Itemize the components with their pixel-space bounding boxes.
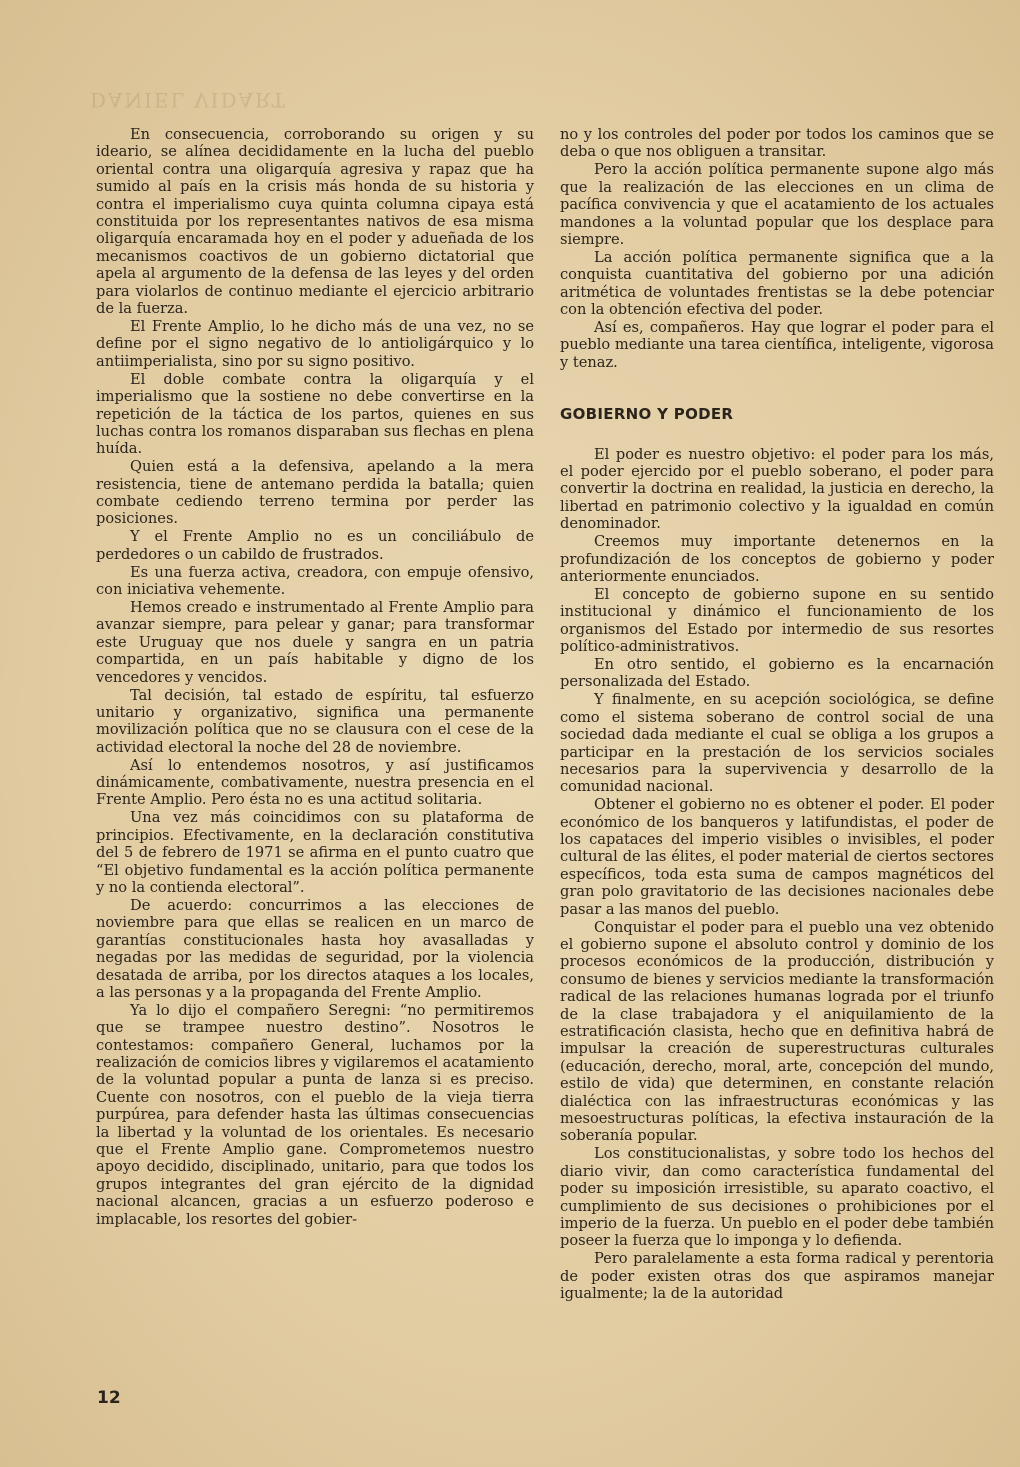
paragraph: El concepto de gobierno supone en su sentido institucional y dinámico el funcionamiento de los organismos del Estado por intermedio de sus resortes político-administrativos.: [560, 585, 994, 656]
paragraph: El poder es nuestro objetivo: el poder para los más, el poder ejercido por el pueblo soberano, el poder para convertir la doctrina en realidad, la justicia en derecho, la libertad en patrimonio colectivo y la igualdad en común denominador.: [560, 445, 994, 533]
paragraph: Así es, compañeros. Hay que lograr el poder para el pueblo mediante una tarea científica, inteligente, vigorosa y tenaz.: [560, 318, 994, 371]
bleed-through-header: DANIEL VIDART: [90, 88, 287, 112]
paragraph: Y el Frente Amplio no es un conciliábulo de perdedores o un cabildo de frustrados.: [96, 528, 534, 563]
paragraph: Obtener el gobierno no es obtener el poder. El poder económico de los banqueros y latifundistas, el poder de los capataces del imperio visibles o invisibles, el poder cultural de las élites, el poder material de ciertos sectores específicos, toda esta suma de campos magnéticos del gran polo gravitatorio de las decisiones nacionales debe pasar a las manos del pueblo.: [560, 796, 994, 918]
paragraph: Ya lo dijo el compañero Seregni: “no permitiremos que se trampee nuestro destino”. Nosotros le contestamos: compañero General, luchamos por la realización de comicios libres y vigilaremos el acatamiento de la voluntad popular a punta de lanza si es preciso. Cuente con nosotros, con el pueblo de la vieja tierra purpúrea, para defender hasta las últimas consecuencias la libertad y la voluntad de los orientales. Es necesario que el Frente Amplio gane. Comprometemos nuestro apoyo decidido, disciplinado, unitario, para que todos los grupos integrantes del gran ejército de la dignidad nacional alcancen, gracias a un esfuerzo poderoso e implacable, los resortes del gobier-: [96, 1001, 534, 1228]
paragraph: Así lo entendemos nosotros, y así justificamos dinámicamente, combativamente, nuestra presencia en el Frente Amplio. Pero ésta no es una actitud solitaria.: [96, 756, 534, 809]
paragraph: Hemos creado e instrumentado al Frente Amplio para avanzar siempre, para pelear y ganar; para transformar este Uruguay que nos duele y sangra en un patria compartida, en un país habitable y digno de los vencedores y vencidos.: [96, 598, 534, 686]
page-number: 12: [97, 1388, 121, 1408]
paragraph: En otro sentido, el gobierno es la encarnación personalizada del Estado.: [560, 655, 994, 691]
left-column: [96, 126, 534, 1229]
paragraph: Una vez más coincidimos con su plataforma de principios. Efectivamente, en la declaración constitutiva del 5 de febrero de 1971 se afirma en el punto cuatro que “El objetivo fundamental es la acción política permanente y no la contienda electoral”.: [96, 809, 534, 896]
paragraph: En consecuencia, corroborando su origen y su ideario, se alínea decididamente en la lucha del pueblo oriental contra una oligarquía agresiva y rapaz que ha sumido al país en la crisis más honda de su historia y contra el imperialismo cuya quinta columna cipaya está constituida por los representantes nativos de esa misma oligarquía encaramada hoy en el poder y adueñada de los mecanismos coactivos de un gobierno dictatorial que apela al argumento de la defensa de las leyes y del orden para violarlos de continuo mediante el ejercicio arbitrario de la fuerza.: [96, 126, 534, 318]
paragraph: Conquistar el poder para el pueblo una vez obtenido el gobierno supone el absoluto control y dominio de los procesos económicos de la producción, distribución y consumo de bienes y servicios mediante la transformación radical de las relaciones humanas lograda por el triunfo de la clase trabajadora y el aniquilamiento de la estratificación clasista, hecho que en definitiva habrá de impulsar la creación de superestructuras culturales (educación, derecho, moral, arte, concepción del mundo, estilo de vida) que determinen, en constante relación dialéctica con las infraestructuras económicas y las mesoestructuras políticas, la efectiva instauración de la soberanía popular.: [560, 918, 994, 1145]
paragraph: Tal decisión, tal estado de espíritu, tal esfuerzo unitario y organizativo, significa una permanente movilización política que no se clausura con el cese de la actividad electoral la noche del 28 de noviembre.: [96, 686, 534, 756]
paragraph: El doble combate contra la oligarquía y el imperialismo que la sostiene no debe convertirse en la repetición de la táctica de los partos, quienes en sus luchas contra los romanos disparaban sus flechas en plena huída.: [96, 370, 534, 458]
paragraph: Quien está a la defensiva, apelando a la mera resistencia, tiene de antemano perdida la batalla; quien combate cediendo terreno termina por perder las posiciones.: [96, 458, 534, 528]
paragraph: no y los controles del poder por todos los caminos que se deba o que nos obliguen a transitar.: [560, 126, 994, 161]
paragraph: De acuerdo: concurrimos a las elecciones de noviembre para que ellas se realicen en un marco de garantías constitucionales hasta hoy avasalladas y negadas por las medidas de seguridad, por la violencia desatada de arriba, por los directos ataques a los locales, a las personas y a la propaganda del Frente Amplio.: [96, 896, 534, 1001]
paragraph: La acción política permanente significa que a la conquista cuantitativa del gobierno por una adición aritmética de voluntades frentistas se la debe potenciar con la obtención efectiva del poder.: [560, 248, 994, 319]
paragraph: Es una fuerza activa, creadora, con empuje ofensivo, con iniciativa vehemente.: [96, 563, 534, 599]
section-heading: GOBIERNO Y PODER: [560, 405, 734, 424]
right-column: [560, 126, 994, 1303]
paragraph: El Frente Amplio, lo he dicho más de una vez, no se define por el signo negativo de lo antioligárquico y lo antiimperialista, sino por su signo positivo.: [96, 317, 534, 370]
paragraph: Pero paralelamente a esta forma radical y perentoria de poder existen otras dos que aspiramos manejar igualmente; la de la autoridad: [560, 1250, 994, 1303]
paragraph: Y finalmente, en su acepción sociológica, se define como el sistema soberano de control social de una sociedad dada mediante el cual se obliga a los grupos a participar en la prestación de los servicios sociales necesarios para la supervivencia y desarrollo de la comunidad nacional.: [560, 691, 994, 796]
paragraph: Pero la acción política permanente supone algo más que la realización de las elecciones en un clima de pacífica convivencia y que el acatamiento de los actuales mandones a la voluntad popular que los desplace para siempre.: [560, 161, 994, 248]
paragraph: Los constitucionalistas, y sobre todo los hechos del diario vivir, dan como característica fundamental del poder su imposición irresistible, su aparato coactivo, el cumplimiento de sus decisiones o prohibiciones por el imperio de la fuerza. Un pueblo en el poder debe también poseer la fuerza que lo imponga y lo defienda.: [560, 1145, 994, 1250]
paragraph: Creemos muy importante detenernos en la profundización de los conceptos de gobierno y poder anteriormente enunciados.: [560, 533, 994, 585]
